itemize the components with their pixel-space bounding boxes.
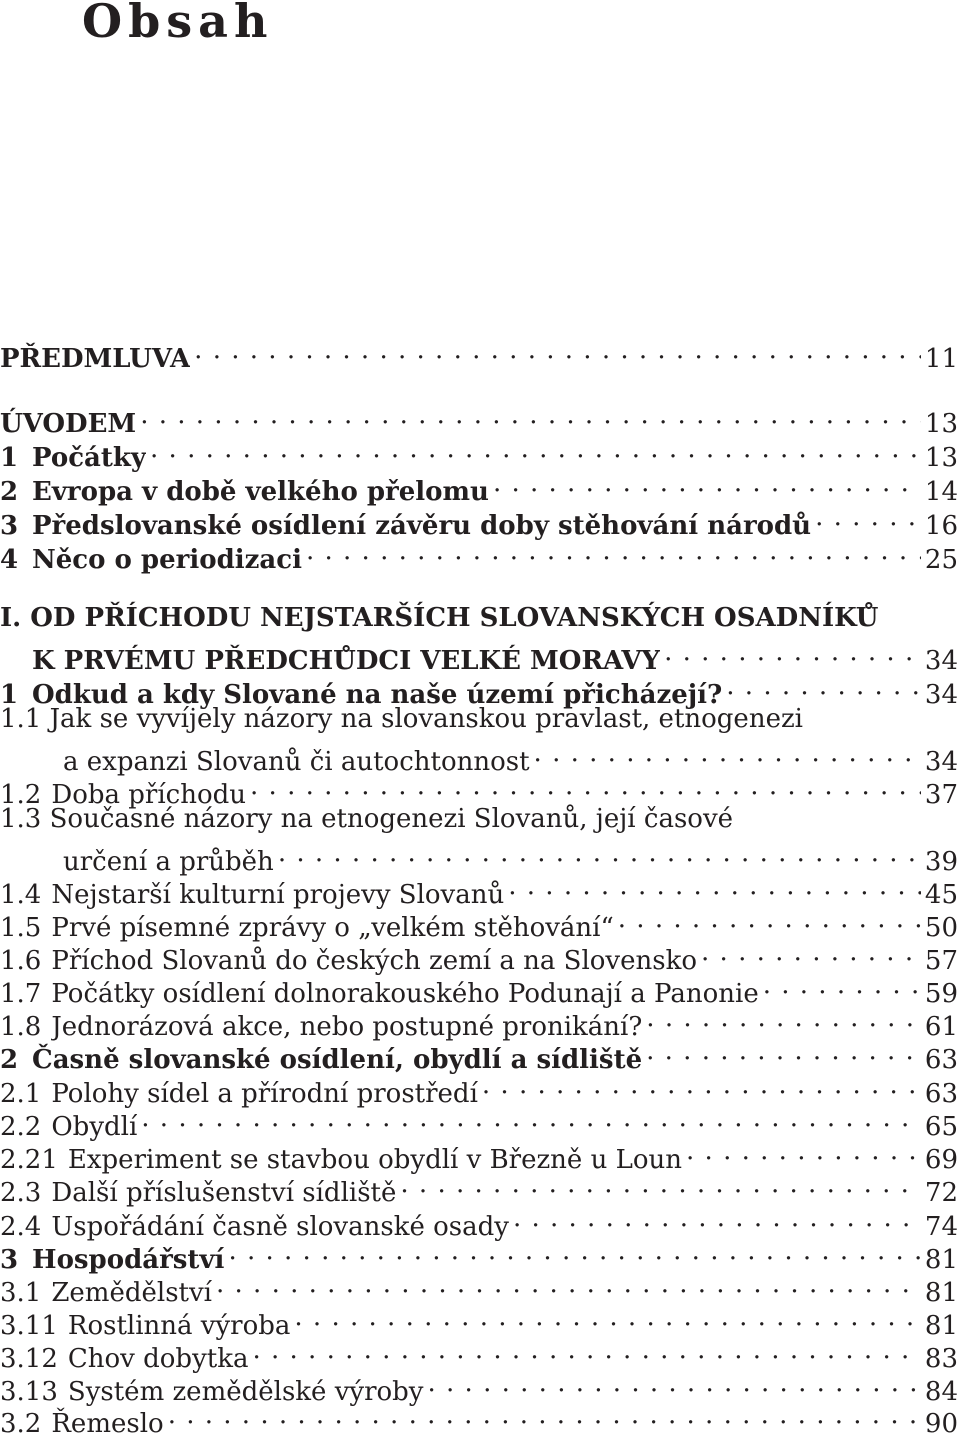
dot-leader xyxy=(618,902,921,936)
dot-leader xyxy=(306,534,921,568)
toc-entry-chapter[interactable] xyxy=(0,466,958,507)
toc-page-number: 84 xyxy=(924,1377,958,1407)
toc-entry-number: 2 xyxy=(0,1045,19,1075)
toc-entry-label: Prvé písemné zprávy o „velkém stěhování“ xyxy=(51,913,614,943)
toc-entry-section[interactable] xyxy=(0,1134,958,1175)
toc-entry-label: Zemědělství xyxy=(51,1278,212,1308)
dot-leader xyxy=(513,1201,921,1235)
dot-leader xyxy=(168,1398,921,1432)
toc-entry-section[interactable] xyxy=(0,1001,958,1042)
toc-entry-label: Jednorázová akce, nebo postupné pronikání? xyxy=(51,1012,643,1042)
toc-entry-label: Počátky osídlení dolnorakouského Podunají a Panonie xyxy=(51,979,759,1009)
toc-entry-number: 1.2 xyxy=(0,780,42,810)
toc-entry-section[interactable] xyxy=(0,902,958,943)
toc-entry-label: Rostlinná výroba xyxy=(67,1311,291,1341)
toc-entry-label: Polohy sídel a přírodní prostředí xyxy=(51,1079,478,1109)
dot-leader xyxy=(646,1001,921,1035)
toc-page-number: 34 xyxy=(924,646,958,676)
toc-entry-number: 2 xyxy=(0,477,19,507)
toc-page-number: 59 xyxy=(924,979,958,1009)
toc-page-number: 50 xyxy=(924,913,958,943)
toc-entry-label: Předslovanské osídlení závěru doby stěhování národů xyxy=(32,511,812,541)
toc-page-number: 69 xyxy=(924,1145,958,1175)
dot-leader xyxy=(534,736,921,770)
toc-entry-section[interactable] xyxy=(0,1201,958,1242)
toc-entry-label: Systém zemědělské výroby xyxy=(67,1377,424,1407)
part-heading-line1: I. OD PŘÍCHODU NEJSTARŠÍCH SLOVANSKÝCH OSADNÍKŮ xyxy=(0,603,879,633)
toc-entry-label: Časně slovanské osídlení, obydlí a sídliště xyxy=(32,1045,643,1075)
toc-entry-label: určení a průběh xyxy=(63,847,274,877)
toc-entry-label: ÚVODEM xyxy=(0,409,137,439)
dot-leader xyxy=(400,1167,921,1201)
toc-entry-chapter[interactable] xyxy=(0,1034,958,1075)
toc-page-number: 45 xyxy=(924,880,958,910)
toc-page-number: 83 xyxy=(924,1344,958,1374)
toc-entry-number: 4 xyxy=(0,545,19,575)
toc-entry-chapter[interactable] xyxy=(0,1234,958,1275)
toc-entry-number: 2.1 xyxy=(0,1079,42,1109)
toc-entry-section[interactable] xyxy=(0,1333,958,1374)
dot-leader xyxy=(140,398,921,432)
toc-entry-label: Doba příchodu xyxy=(51,780,247,810)
dot-leader xyxy=(815,500,921,534)
toc-entry-label: K PRVÉMU PŘEDCHŮDCI VELKÉ MORAVY xyxy=(32,646,661,676)
dot-leader xyxy=(482,1068,921,1102)
dot-leader xyxy=(252,1333,920,1367)
dot-leader xyxy=(428,1366,921,1400)
toc-entry-chapter[interactable] xyxy=(0,534,958,575)
toc-entry-section-line1 xyxy=(0,702,803,736)
toc-page-number: 61 xyxy=(924,1012,958,1042)
toc-entry-section[interactable] xyxy=(0,968,958,1009)
toc-entry-label: Současné názory na etnogenezi Slovanů, její časové xyxy=(49,804,734,834)
toc-entry-number: 2.2 xyxy=(0,1112,42,1142)
toc-entry-label: Počátky xyxy=(32,443,147,473)
toc-entry-number: 1 xyxy=(0,443,19,473)
toc-entry-preface[interactable] xyxy=(0,333,958,374)
dot-leader xyxy=(228,1234,920,1268)
toc-page-number: 14 xyxy=(924,477,958,507)
toc-page-number: 11 xyxy=(924,344,958,374)
toc-entry-section[interactable] xyxy=(0,1398,958,1439)
toc-entry-label: Příchod Slovanů do českých zemí a na Slovensko xyxy=(51,946,698,976)
toc-entry-label: Obydlí xyxy=(51,1112,138,1142)
toc-page-number: 81 xyxy=(924,1278,958,1308)
toc-entry-label: Něco o periodizaci xyxy=(32,545,302,575)
toc-page-number: 90 xyxy=(924,1409,958,1439)
dot-leader xyxy=(141,1101,921,1135)
dot-leader xyxy=(701,935,921,969)
dot-leader xyxy=(493,466,921,500)
toc-page-number: 74 xyxy=(924,1212,958,1242)
toc-entry-number: 1.7 xyxy=(0,979,42,1009)
toc-page-number: 81 xyxy=(924,1245,958,1275)
toc-entry-label: PŘEDMLUVA xyxy=(0,344,191,374)
toc-entry-part[interactable] xyxy=(32,635,958,676)
dot-leader xyxy=(646,1034,921,1068)
toc-entry-section[interactable] xyxy=(0,1068,958,1109)
toc-entry-number: 3 xyxy=(0,1245,19,1275)
toc-entry-number: 1.1 xyxy=(0,704,42,734)
toc-entry-section[interactable] xyxy=(0,1366,958,1407)
toc-entry-section[interactable] xyxy=(0,1167,958,1208)
toc-entry-label: Chov dobytka xyxy=(67,1344,249,1374)
toc-entry-label: Jak se vyvíjely názory na slovanskou pravlast, etnogenezi xyxy=(49,704,803,734)
toc-page-number: 13 xyxy=(924,409,958,439)
toc-entry-label: Odkud a kdy Slované na naše území přicházejí? xyxy=(32,680,723,710)
toc-entry-number: 2.3 xyxy=(0,1178,42,1208)
toc-page-number: 39 xyxy=(924,847,958,877)
toc-entry-label: Hospodářství xyxy=(32,1245,225,1275)
toc-page-number: 34 xyxy=(924,680,958,710)
toc-entry-section-line1 xyxy=(0,802,733,836)
dot-leader xyxy=(726,669,921,703)
toc-entry-label: Další příslušenství sídliště xyxy=(51,1178,397,1208)
toc-page-number: 65 xyxy=(924,1112,958,1142)
toc-entry-intro[interactable] xyxy=(0,398,958,439)
toc-entry-number: 3 xyxy=(0,511,19,541)
toc-page-number: 25 xyxy=(924,545,958,575)
toc-entry-number: 1.6 xyxy=(0,946,42,976)
toc-entry-section[interactable] xyxy=(0,1300,958,1341)
toc-page-number: 34 xyxy=(924,747,958,777)
toc-page-number: 72 xyxy=(924,1178,958,1208)
toc-entry-label: Uspořádání časně slovanské osady xyxy=(51,1212,509,1242)
toc-entry-number: 3.1 xyxy=(0,1278,42,1308)
toc-entry-label: a expanzi Slovanů či autochtonnost xyxy=(63,747,530,777)
dot-leader xyxy=(294,1300,921,1334)
page-title: Obsah xyxy=(82,0,274,48)
toc-page-number: 37 xyxy=(924,780,958,810)
toc-entry-number: 2.21 xyxy=(0,1145,58,1175)
toc-page-number: 63 xyxy=(924,1079,958,1109)
toc-entry-number: 1.4 xyxy=(0,880,42,910)
toc-entry-label: Řemeslo xyxy=(51,1409,164,1439)
dot-leader xyxy=(278,836,921,870)
toc-entry-label: Nejstarší kulturní projevy Slovanů xyxy=(51,880,505,910)
toc-entry-number: 1.3 xyxy=(0,804,42,834)
toc-entry-number: 1.5 xyxy=(0,913,42,943)
toc-page-number: 16 xyxy=(924,511,958,541)
toc-page-number: 13 xyxy=(924,443,958,473)
toc-entry-section[interactable] xyxy=(63,736,958,777)
toc-entry-section[interactable] xyxy=(63,836,958,877)
toc-entry-number: 2.4 xyxy=(0,1212,42,1242)
dot-leader xyxy=(664,635,921,669)
toc-entry-section[interactable] xyxy=(0,935,958,976)
toc-entry-chapter[interactable] xyxy=(0,432,958,473)
toc-page-number: 81 xyxy=(924,1311,958,1341)
toc-entry-label: Evropa v době velkého přelomu xyxy=(32,477,489,507)
toc-entry-number: 3.11 xyxy=(0,1311,58,1341)
toc-page-number: 57 xyxy=(924,946,958,976)
toc-entry-number: 3.2 xyxy=(0,1409,42,1439)
toc-entry-number: 3.13 xyxy=(0,1377,58,1407)
toc-entry-label: Experiment se stavbou obydlí v Březně u Loun xyxy=(67,1145,683,1175)
toc-entry-chapter[interactable] xyxy=(0,669,958,710)
toc-entry-section[interactable] xyxy=(0,869,958,910)
dot-leader xyxy=(216,1267,921,1301)
toc-page-number: 63 xyxy=(924,1045,958,1075)
toc-entry-section[interactable] xyxy=(0,1267,958,1308)
dot-leader xyxy=(194,333,921,367)
toc-entry-chapter[interactable] xyxy=(0,500,958,541)
dot-leader xyxy=(686,1134,921,1168)
dot-leader xyxy=(250,769,921,803)
dot-leader xyxy=(763,968,921,1002)
toc-entry-section[interactable] xyxy=(0,1101,958,1142)
dot-leader xyxy=(508,869,921,903)
toc-entry-section[interactable] xyxy=(0,769,958,810)
toc-entry-number: 1 xyxy=(0,680,19,710)
toc-entry-number: 1.8 xyxy=(0,1012,42,1042)
dot-leader xyxy=(150,432,921,466)
toc-entry-number: 3.12 xyxy=(0,1344,58,1374)
